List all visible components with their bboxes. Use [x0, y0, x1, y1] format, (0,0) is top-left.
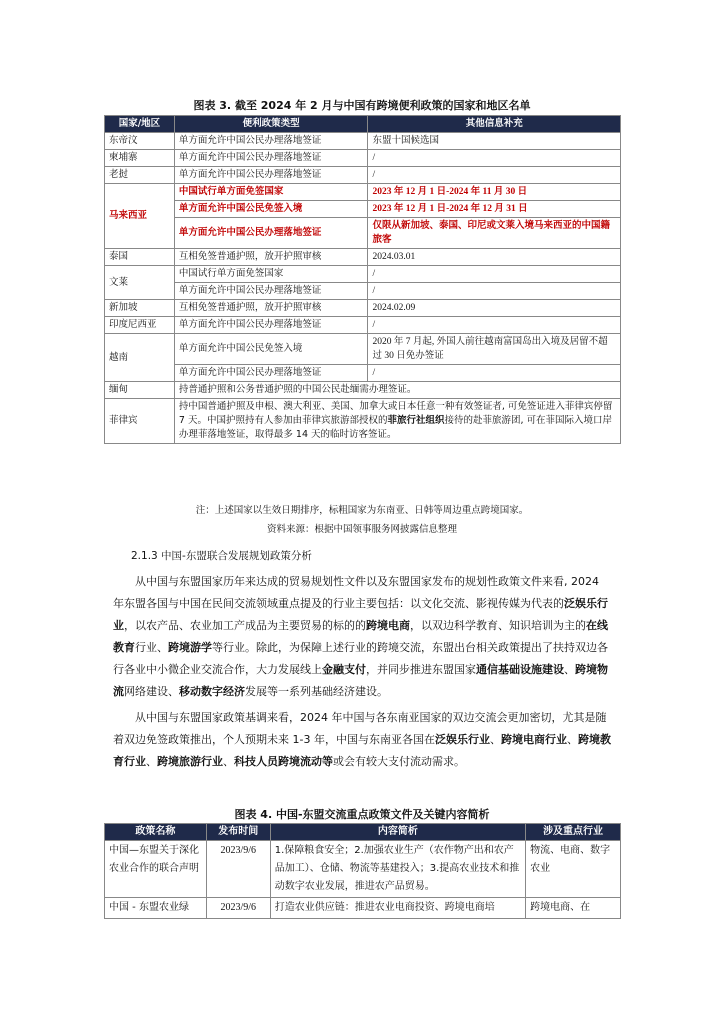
table3-caption: 图表 3. 截至 2024 年 2 月与中国有跨境便利政策的国家和地区名单	[193, 99, 531, 112]
column-header: 涉及重点行业	[526, 824, 621, 841]
body-text: 从中国与东盟国家历年来达成的贸易规划性文件以及东盟国家发布的规划性政策文件来看, 2024 年东盟各国与中国在民间交流领域重点提及的行业主要包括：以文化交流、影视传媒为代表的	[113, 575, 599, 610]
table-row	[105, 898, 621, 919]
column-header: 国家/地区	[105, 116, 175, 133]
table-row	[105, 184, 621, 201]
policy-type-cell: 单方面允许中国公民办理落地签证	[174, 167, 368, 184]
country-cell: 柬埔寨	[105, 150, 175, 167]
body-text: ，以双边科学教育、知识培训为主的	[410, 619, 586, 632]
column-header: 发布时间	[206, 824, 270, 841]
body-text: ，以农产品、农业加工产成品为主要贸易的标的的	[124, 619, 366, 632]
body-text: 、	[489, 733, 501, 746]
industry-cell: 物流、电商、数字农业	[526, 841, 621, 898]
emphasis-text: 金融支付	[322, 663, 366, 676]
table-row	[105, 283, 621, 300]
table-row	[105, 317, 621, 334]
policy-info-cell: 2024.03.01	[368, 249, 621, 266]
table-row	[105, 399, 621, 444]
policy-text-cell	[174, 399, 620, 444]
policy-info-cell: /	[368, 167, 621, 184]
policy-info-cell: 2023 年 12 月 1 日-2024 年 11 月 30 日	[368, 184, 621, 201]
table-row	[105, 249, 621, 266]
table-row	[105, 218, 621, 249]
section-body	[113, 571, 613, 773]
emphasis-text: 跨境旅游行业	[157, 755, 223, 768]
body-text: 网络建设、	[124, 685, 179, 698]
body-text: 、	[566, 733, 578, 746]
policy-type-cell: 单方面允许中国公民办理落地签证	[174, 365, 368, 382]
column-header: 政策名称	[105, 824, 207, 841]
table-row	[105, 133, 621, 150]
policy-info-cell: 东盟十国候选国	[368, 133, 621, 150]
publish-date-cell: 2023/9/6	[206, 898, 270, 919]
body-text: 、	[146, 755, 157, 768]
policy-info-cell: 2024.02.09	[368, 300, 621, 317]
content-cell: 打造农业供应链：推进农业电商投资、跨境电商培	[270, 898, 525, 919]
policy-info-cell: /	[368, 266, 621, 283]
emphasis-text: 在线教育	[113, 619, 608, 654]
policy-type-cell: 互相免签普通护照，放开护照审核	[174, 249, 368, 266]
policy-info-cell: /	[368, 317, 621, 334]
table-row	[105, 841, 621, 898]
emphasis-text: 通信基础设施建设	[476, 663, 564, 676]
publish-date-cell: 2023/9/6	[206, 841, 270, 898]
country-cell: 文莱	[105, 266, 175, 300]
industry-cell: 跨境电商、在	[526, 898, 621, 919]
policy-info-cell: 2020 年 7 月起, 外国人前往越南富国岛出入境及居留不超过 30 日免办签证	[368, 334, 621, 365]
section-heading: 2.1.3 中国-东盟联合发展规划政策分析	[131, 550, 312, 562]
body-text: 或会有较大支付流动需求。	[333, 755, 465, 768]
table-row	[105, 266, 621, 283]
country-cell: 泰国	[105, 249, 175, 266]
policy-info-cell: 2023 年 12 月 1 日-2024 年 12 月 31 日	[368, 201, 621, 218]
policy-info-cell: /	[368, 283, 621, 300]
body-text: ，并同步推进东盟国家	[366, 663, 476, 676]
policy-type-cell: 互相免签普通护照，放开护照审核	[174, 300, 368, 317]
content-cell: 1.保障粮食安全；2.加强农业生产（农作物产出和农产品加工）、仓储、物流等基建投入；3.提高农业技术和推动数字农业发展，推进农产品贸易。	[270, 841, 525, 898]
emphasis-text: 移动数字经济	[179, 685, 245, 698]
policy-info-cell: /	[368, 365, 621, 382]
table-row	[105, 201, 621, 218]
country-cell: 缅甸	[105, 382, 175, 399]
policy-name-cell: 中国—东盟关于深化农业合作的联合声明	[105, 841, 207, 898]
paragraph	[113, 707, 613, 773]
table-row	[105, 382, 621, 399]
emphasis-text: 科技人员跨境流动等	[234, 755, 333, 768]
body-text: 发展等一系列基础经济建设。	[245, 685, 388, 698]
country-cell: 菲律宾	[105, 399, 175, 444]
emphasis-text: 泛娱乐行业	[434, 733, 490, 746]
column-header: 便利政策类型	[174, 116, 368, 133]
country-cell: 东帝汶	[105, 133, 175, 150]
body-text: 等行业。除此，为保障上述行业的跨境交流，东盟出台相关政策提出了扶持双边各行各业中小微企业交流合作，大力发展线上	[113, 641, 608, 676]
policy-type-cell: 单方面允许中国公民办理落地签证	[174, 218, 368, 249]
body-text: 、	[223, 755, 234, 768]
body-text: 行业、	[135, 641, 168, 654]
column-header: 其他信息补充	[368, 116, 621, 133]
emphasis-text: 跨境电商行业	[500, 733, 567, 746]
policy-info-cell: 仅限从新加坡、泰国、印尼或文莱入境马来西亚的中国籍旅客	[368, 218, 621, 249]
emphasis-text: 跨境教育行业	[113, 733, 611, 768]
emphasis-text: 跨境物流	[113, 663, 608, 698]
country-cell: 越南	[105, 334, 175, 382]
table-row	[105, 300, 621, 317]
table-row	[105, 365, 621, 382]
policy-text-bold: 菲旅行社组织	[387, 415, 445, 426]
policy-info-cell: /	[368, 150, 621, 167]
policy-type-cell: 单方面允许中国公民办理落地签证	[174, 317, 368, 334]
policy-text-cell: 持普通护照和公务普通护照的中国公民赴缅需办理签证。	[174, 382, 620, 399]
table4-caption: 图表 4. 中国-东盟交流重点政策文件及关键内容简析	[234, 808, 490, 821]
country-cell: 老挝	[105, 167, 175, 184]
policy-type-cell: 单方面允许中国公民免签入境	[174, 334, 368, 365]
policy-type-cell: 单方面允许中国公民办理落地签证	[174, 133, 368, 150]
emphasis-text: 跨境电商	[366, 619, 410, 632]
country-cell: 新加坡	[105, 300, 175, 317]
emphasis-text: 泛娱乐行业	[113, 597, 608, 632]
table-row	[105, 150, 621, 167]
table-note: 注：上述国家以生效日期排序，标粗国家为东南亚、日韩等周边重点跨境国家。	[195, 505, 529, 516]
policy-type-cell: 单方面允许中国公民免签入境	[174, 201, 368, 218]
table-row	[105, 334, 621, 365]
table-policy-docs	[104, 823, 621, 919]
policy-text: 持中国普通护照及申根、澳大利亚、美国、加拿大或日本任意一种有效签证者, 可免签证进入菲律宾停留 7 天。中国护照持有人参加由菲律宾旅游部授权的	[178, 401, 613, 426]
table-visa-policy	[104, 115, 621, 444]
column-header: 内容简析	[270, 824, 525, 841]
policy-text: 接待的赴菲旅游团, 可在菲国际入境口岸办理菲落地签证，取得最多 14 天的临时访客签证。	[178, 415, 613, 440]
policy-type-cell: 单方面允许中国公民办理落地签证	[174, 283, 368, 300]
policy-type-cell: 单方面允许中国公民办理落地签证	[174, 150, 368, 167]
emphasis-text: 跨境游学	[168, 641, 212, 654]
country-cell: 马来西亚	[105, 184, 175, 249]
body-text: 、	[564, 663, 575, 676]
body-text: 从中国与东盟国家政策基调来看，2024 年中国与各东南亚国家的双边交流会更加密切，尤其是随着双边免签政策推出，个人预期未来 1-3 年，中国与东南亚各国在	[113, 711, 607, 746]
policy-name-cell: 中国 - 东盟农业绿	[105, 898, 207, 919]
policy-type-cell: 中国试行单方面免签国家	[174, 184, 368, 201]
policy-type-cell: 中国试行单方面免签国家	[174, 266, 368, 283]
country-cell: 印度尼西亚	[105, 317, 175, 334]
table-row	[105, 167, 621, 184]
table-source: 资料来源：根据中国领事服务网披露信息整理	[266, 524, 457, 535]
paragraph	[113, 571, 613, 703]
